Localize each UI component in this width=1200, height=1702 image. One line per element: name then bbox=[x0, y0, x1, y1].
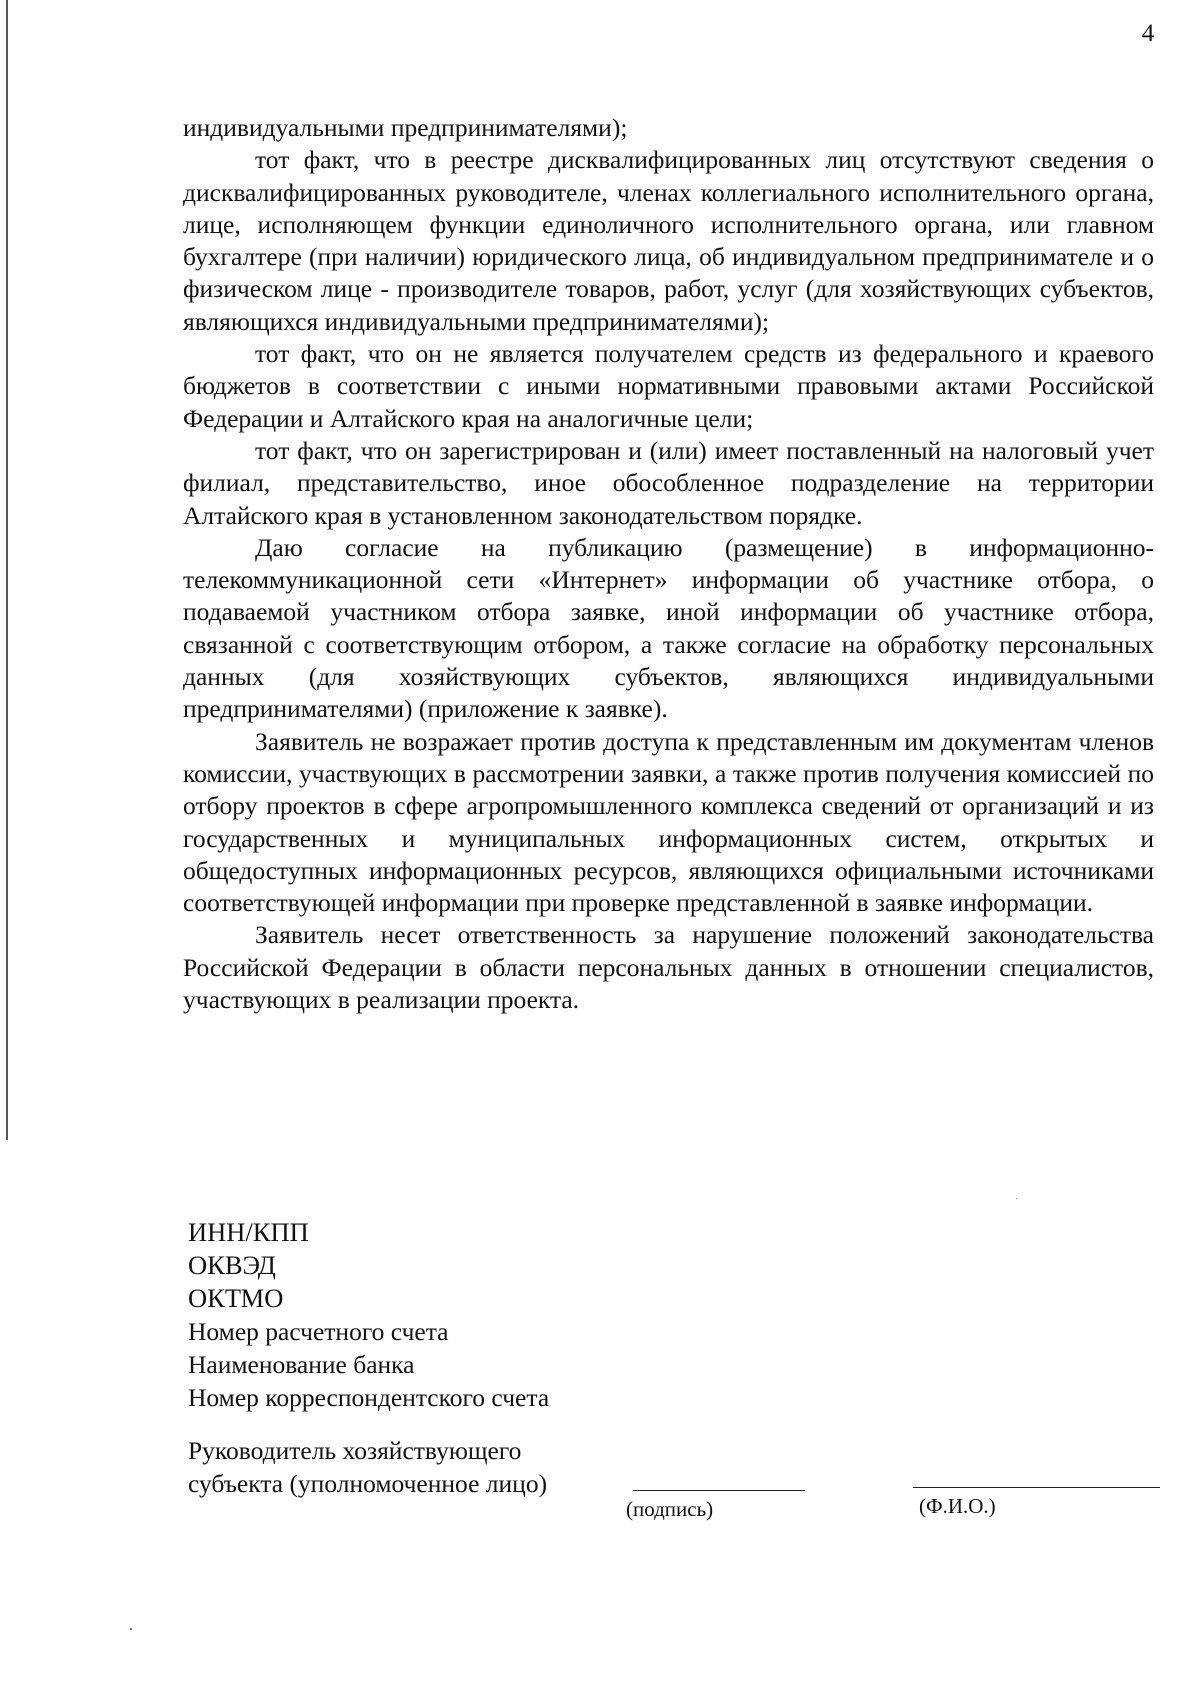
requisites-list bbox=[188, 1216, 549, 1414]
paragraph-access-consent: Заявитель не возражает против доступа к представленным им документам членов комиссии, участвующих в рассмотрении заявки, а также против получения комиссией по отбору проектов в сфере агропромышленного комплекса сведений от организаций и из государственных и муниципальных информационных систем, открытых и общедоступных информационных ресурсов, являющихся официальными источниками соответствующей информации при проверке представленной в заявке информации. bbox=[183, 726, 1154, 918]
requisite-okved: ОКВЭД bbox=[188, 1250, 276, 1280]
scan-edge-shadow bbox=[6, 0, 8, 1140]
signature-caption: (подпись) bbox=[626, 1497, 714, 1521]
requisite-correspondent-account: Номер корреспондентского счета bbox=[188, 1383, 550, 1412]
signer-block bbox=[188, 1434, 547, 1500]
paragraph-responsibility: Заявитель несет ответственность за нарушение положений законодательства Российской Федерации в области персональных данных в отношении специалистов, участвующих в реализации проекта. bbox=[183, 920, 1154, 1015]
signer-title-line1: Руководитель хозяйствующего bbox=[188, 1436, 522, 1465]
scan-speck bbox=[1016, 1198, 1017, 1199]
scan-speck bbox=[130, 1628, 132, 1630]
paragraph-publication-consent: Даю согласие на публикацию (размещение) в информационно-телекоммуникационной сети «Интернет» информации об участнике отбора, о подаваемой участником отбора заявке, иной информации об участнике отбора, связанной с соответствующим отбором, а также согласие на обработку персональных данных (для хозяйствующих субъектов, являющихся индивидуальными предпринимателями) (приложение к заявке). bbox=[183, 532, 1154, 724]
requisite-account-number: Номер расчетного счета bbox=[188, 1317, 449, 1346]
full-name-caption: (Ф.И.О.) bbox=[919, 1494, 996, 1518]
paragraph-disqualified-registry: тот факт, что в реестре дисквалифицированных лиц отсутствуют сведения о дисквалифицированных руководителе, членах коллегиального исполнительного органа, лице, исполняющем функции единоличного исполнительного органа, или главном бухгалтере (при наличии) юридического лица, об индивидуальном предпринимателе и о физическом лице - производителе товаров, работ, услуг (для хозяйствующих субъектов, являющихся индивидуальными предпринимателями); bbox=[183, 145, 1154, 336]
paragraph-budget-funds: тот факт, что он не является получателем средств из федерального и краевого бюджетов в соответствии с иными нормативными правовыми актами Российской Федерации и Алтайского края на аналогичные цели; bbox=[183, 339, 1154, 433]
requisite-oktmo: ОКТМО bbox=[188, 1283, 284, 1313]
signer-title-line2: субъекта (уполномоченное лицо) bbox=[188, 1469, 548, 1498]
requisite-bank-name: Наименование банка bbox=[188, 1350, 415, 1379]
full-name-line bbox=[913, 1487, 1160, 1488]
page-number: 4 bbox=[1141, 20, 1155, 47]
paragraph-continuation: индивидуальными предпринимателями); bbox=[183, 113, 628, 142]
document-body bbox=[183, 112, 1154, 1016]
signature-line bbox=[633, 1490, 805, 1491]
paragraph-registration: тот факт, что он зарегистрирован и (или) имеет поставленный на налоговый учет филиал, представительство, иное обособленное подразделение на территории Алтайского края в установленном законодательством порядке. bbox=[183, 435, 1154, 530]
requisite-inn-kpp: ИНН/КПП bbox=[188, 1217, 309, 1247]
